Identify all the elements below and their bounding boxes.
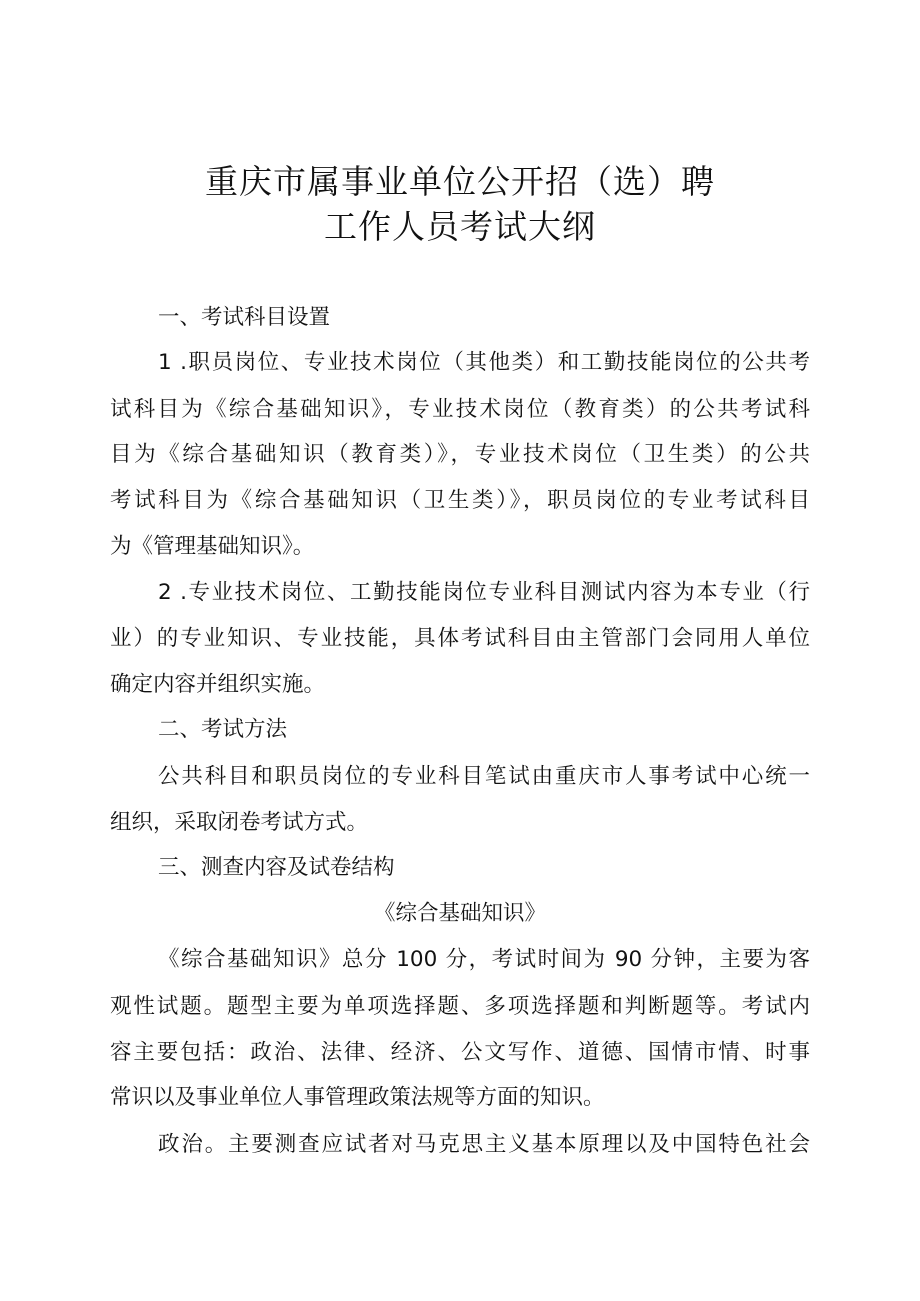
paragraph-line: 为《管理基础知识》。 bbox=[110, 534, 315, 559]
paragraph-line: 组织，采取闭卷考试方式。 bbox=[110, 810, 369, 835]
paragraph-line: 《综合基础知识》总分 100 分，考试时间为 90 分钟，主要为客 bbox=[158, 947, 810, 972]
paragraph-line: 1 .职员岗位、专业技术岗位（其他类）和工勤技能岗位的公共考 bbox=[158, 350, 810, 375]
paragraph-line: 试科目为《综合基础知识》，专业技术岗位（教育类）的公共考试科 bbox=[110, 397, 810, 422]
document-title-line-2: 工作人员考试大纲 bbox=[324, 207, 596, 246]
paragraph-line: 业）的专业知识、专业技能，具体考试科目由主管部门会同用人单位 bbox=[110, 626, 810, 651]
section-heading-3: 三、测查内容及试卷结构 bbox=[158, 855, 395, 880]
paragraph-line: 公共科目和职员岗位的专业科目笔试由重庆市人事考试中心统一 bbox=[158, 764, 810, 789]
subsection-title: 《综合基础知识》 bbox=[373, 901, 546, 926]
document-title-line-1: 重庆市属事业单位公开招（选）聘 bbox=[205, 162, 715, 201]
paragraph-line: 考试科目为《综合基础知识（卫生类）》，职员岗位的专业考试科目 bbox=[110, 488, 810, 513]
section-heading-1: 一、考试科目设置 bbox=[158, 305, 331, 330]
section-heading-2: 二、考试方法 bbox=[158, 717, 288, 742]
paragraph-line: 常识以及事业单位人事管理政策法规等方面的知识。 bbox=[110, 1085, 605, 1110]
paragraph-line: 容主要包括：政治、法律、经济、公文写作、道德、国情市情、时事 bbox=[110, 1040, 810, 1065]
paragraph-line: 观性试题。题型主要为单项选择题、多项选择题和判断题等。考试内 bbox=[110, 994, 810, 1019]
paragraph-line: 确定内容并组织实施。 bbox=[110, 672, 326, 697]
paragraph-line: 政治。主要测查应试者对马克思主义基本原理以及中国特色社会 bbox=[158, 1132, 810, 1157]
paragraph-line: 目为《综合基础知识（教育类）》，专业技术岗位（卫生类）的公共 bbox=[110, 442, 810, 467]
paragraph-line: 2 .专业技术岗位、工勤技能岗位专业科目测试内容为本专业（行 bbox=[158, 580, 810, 605]
